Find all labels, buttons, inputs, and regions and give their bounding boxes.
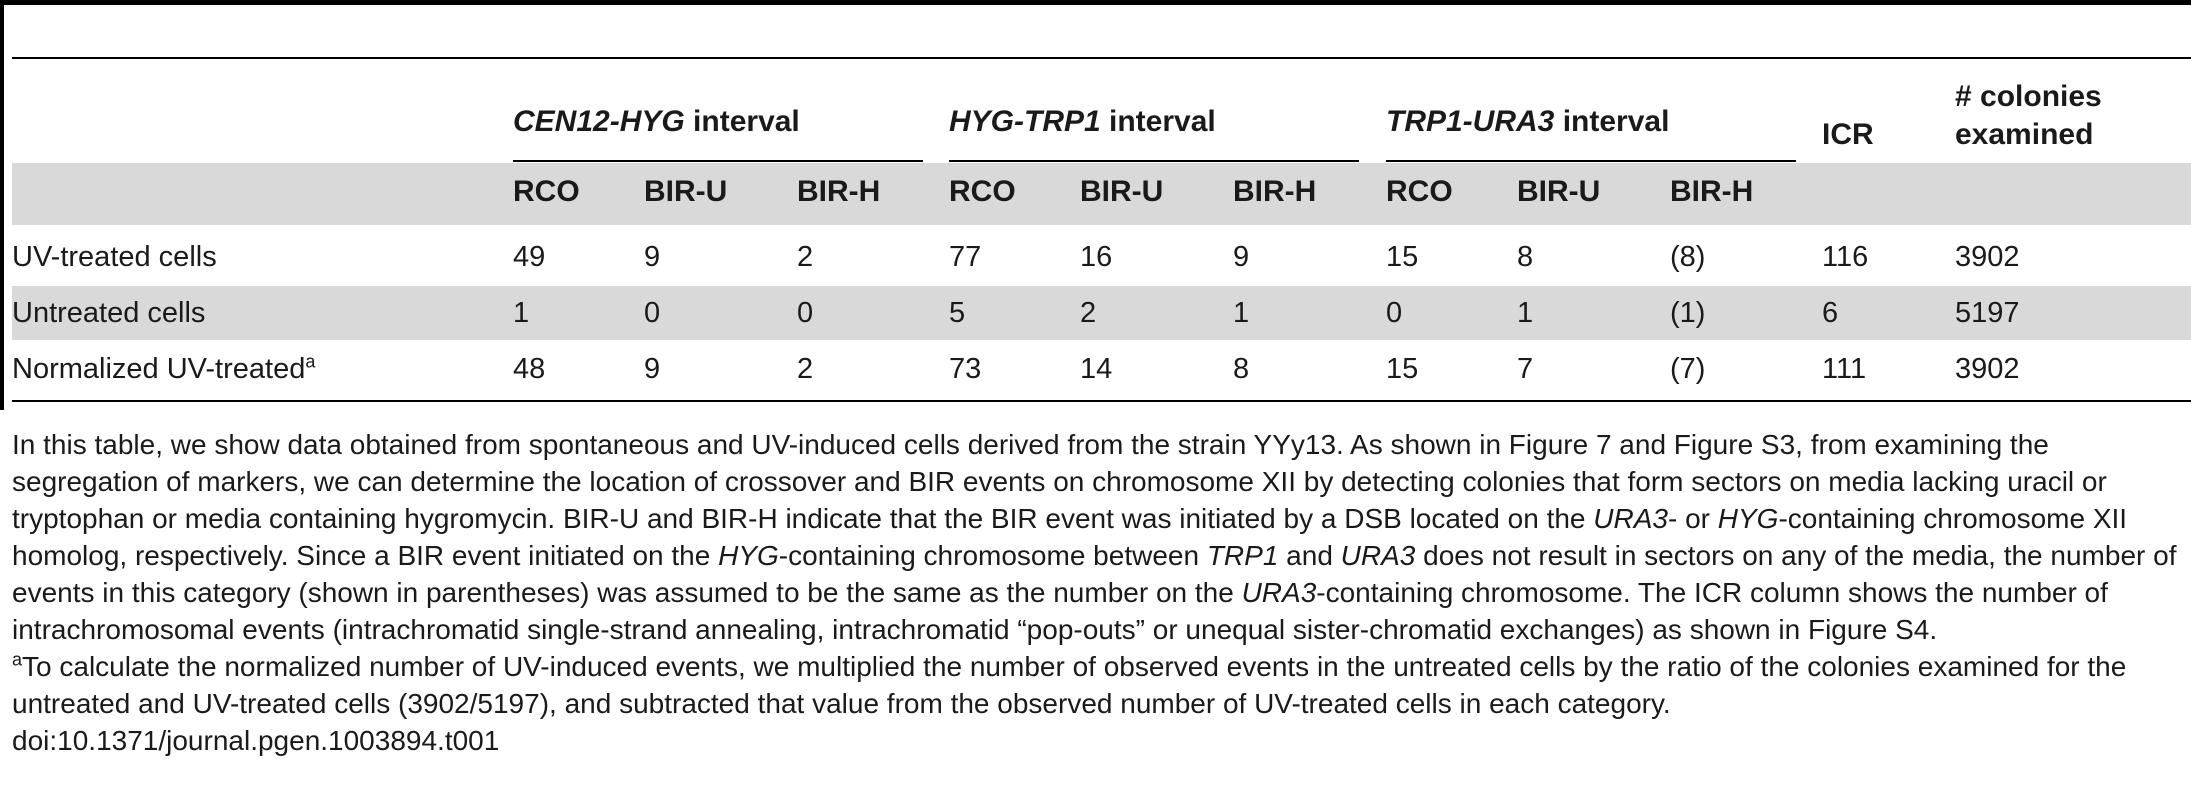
table-bottom-rule	[12, 400, 2191, 402]
group-span-line-3	[1386, 160, 1796, 162]
table-cell: 3902	[1955, 241, 2020, 273]
table-cell: (7)	[1670, 353, 1706, 385]
table-cell: 111	[1822, 353, 1867, 385]
table-cell: 48	[513, 353, 546, 385]
footnote-a: $^a$To calculate the normalized number of UV-induced events, we multiplied the number of observed events in the untreated cells by the ratio of the colonies examined for the untreated and UV-treated cells (3902/5197), and subtracted that value from the observed number of UV-treated cells in each category.	[12, 649, 2127, 719]
top-border	[0, 0, 2191, 5]
table-cell: 6	[1822, 297, 1839, 329]
table-cell: 73	[949, 353, 982, 385]
row-band-untreated	[12, 286, 2191, 340]
table-cell: 1	[1233, 297, 1250, 329]
table-cell: (1)	[1670, 297, 1706, 329]
table-cell: 1	[513, 297, 530, 329]
subheader-bir-h-2: BIR-H	[1233, 175, 1317, 208]
table-cell: 15	[1386, 353, 1419, 385]
table-cell: 8	[1517, 241, 1534, 273]
subheader-rco-3: RCO	[1386, 175, 1453, 208]
table-cell: 8	[1233, 353, 1250, 385]
row-label-uv-treated: UV-treated cells	[12, 241, 217, 273]
table-cell: 0	[1386, 297, 1403, 329]
table-legend	[12, 426, 2187, 759]
group-span-line-2	[949, 160, 1359, 162]
table-cell: 49	[513, 241, 546, 273]
subheader-rco-2: RCO	[949, 175, 1016, 208]
table-cell: 15	[1386, 241, 1419, 273]
subheader-bir-h-1: BIR-H	[797, 175, 881, 208]
table-cell: 0	[797, 297, 814, 329]
table-cell: 2	[797, 353, 814, 385]
subheader-rco-1: RCO	[513, 175, 580, 208]
group-header-hyg-trp1: HYG-TRP1 interval	[949, 105, 1216, 138]
table-cell: 16	[1080, 241, 1113, 273]
row-label-untreated: Untreated cells	[12, 297, 206, 329]
table-cell: 3902	[1955, 353, 2020, 385]
table-cell: 0	[644, 297, 661, 329]
subheader-bir-u-1: BIR-U	[644, 175, 728, 208]
left-border	[0, 0, 4, 410]
table-cell: 9	[644, 353, 661, 385]
table-cell: (8)	[1670, 241, 1706, 273]
table-cell: 7	[1517, 353, 1534, 385]
group-header-trp1-ura3: TRP1-URA3 interval	[1386, 105, 1670, 138]
icr-header: ICR	[1822, 118, 1874, 151]
table-cell: 5197	[1955, 297, 2020, 329]
group-header-cen12-hyg: CEN12-HYG interval	[513, 105, 800, 138]
table-cell: 14	[1080, 353, 1113, 385]
table-cell: 9	[644, 241, 661, 273]
table-cell: 5	[949, 297, 966, 329]
row-label-normalized: Normalized UV-treated$^a$	[12, 351, 316, 385]
table-cell: 1	[1517, 297, 1534, 329]
subheader-bir-u-3: BIR-U	[1517, 175, 1601, 208]
table-cell: 77	[949, 241, 982, 273]
subheader-bir-h-3: BIR-H	[1670, 175, 1754, 208]
footnote-marker: a	[305, 351, 316, 372]
colonies-header-line1: # colonies	[1955, 80, 2102, 113]
table-cell: 2	[1080, 297, 1097, 329]
legend-paragraph: In this table, we show data obtained from spontaneous and UV-induced cells derived from the strain YYy13. As shown in Figure 7 and Figure S3, from examining the segregation of markers, we can determine the location of crossover and BIR events on chromosome XII by detecting colonies that form sectors on media lacking uracil or tryptophan or media containing hygromycin. BIR-U and BIR-H indicate that the BIR event was initiated by a DSB located on the URA3- or HYG-containing chromosome XII homolog, respectively. Since a BIR event initiated on the HYG-containing chromosome between TRP1 and URA3 does not result in sectors on any of the media, the number of events in this category (shown in parentheses) was assumed to be the same as the number on the URA3-containing chromosome. The ICR column shows the number of intrachromosomal events (intrachromatid single-strand annealing, intrachromatid “pop-outs” or unequal sister-chromatid exchanges) as shown in Figure S4.	[12, 429, 2177, 645]
doi-link[interactable]: doi:10.1371/journal.pgen.1003894.t001	[12, 725, 500, 756]
subheader-bir-u-2: BIR-U	[1080, 175, 1164, 208]
table-cell: 116	[1822, 241, 1869, 273]
table-cell: 2	[797, 241, 814, 273]
colonies-header-line2: examined	[1955, 118, 2094, 151]
group-span-line-1	[513, 160, 923, 162]
header-top-rule	[12, 57, 2191, 59]
table-cell: 9	[1233, 241, 1250, 273]
